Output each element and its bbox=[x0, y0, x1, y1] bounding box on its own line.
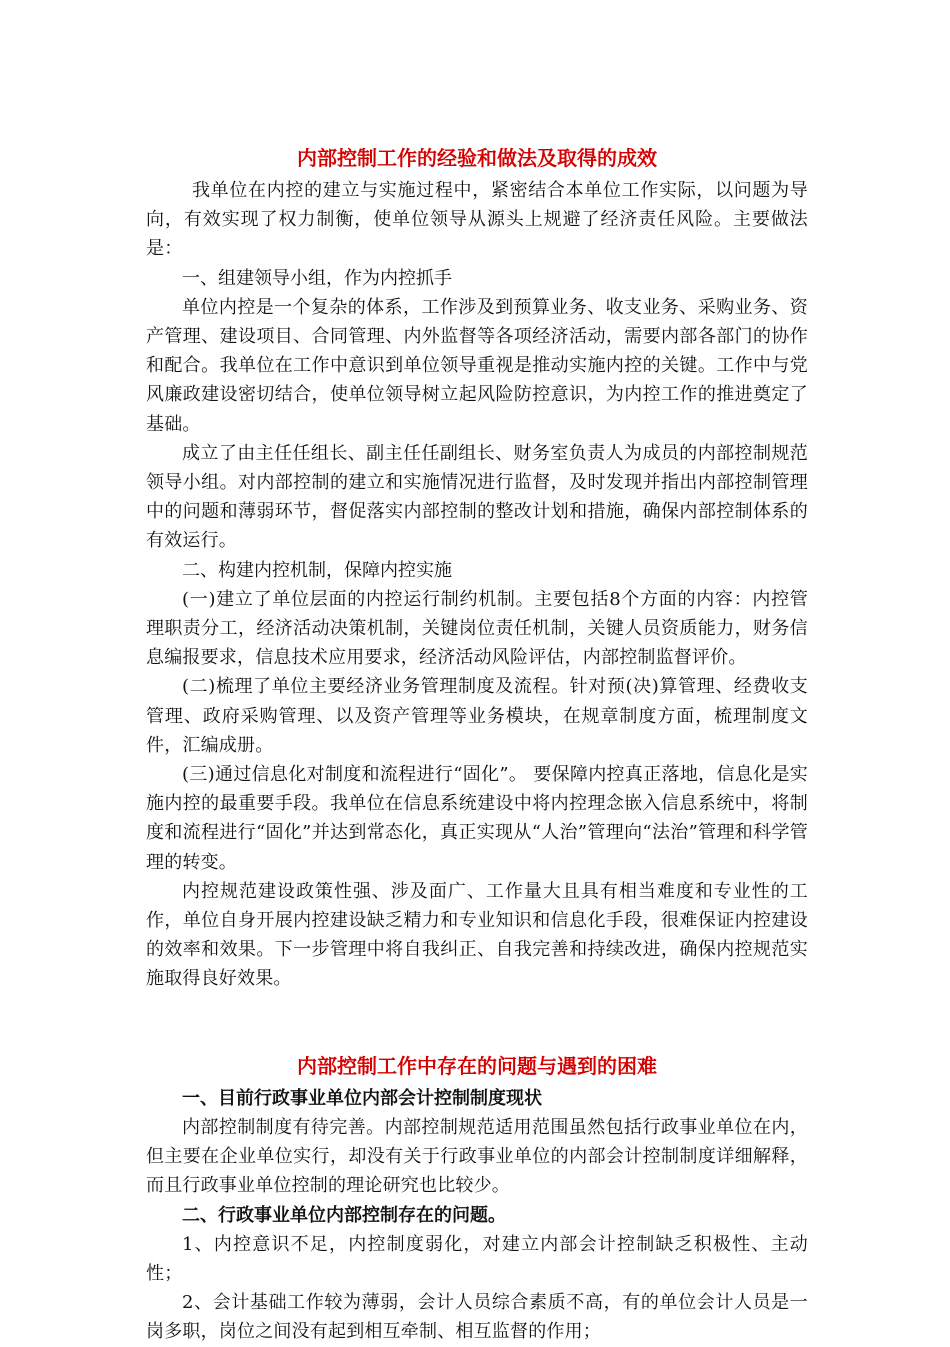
section1-intro: 我单位在内控的建立与实施过程中，紧密结合本单位工作实际，以问题为导向，有效实现了权力制衡，使单位领导从源头上规避了经济责任风险。主要做法是： bbox=[146, 180, 808, 260]
section1-title: 内部控制工作的经验和做法及取得的成效 bbox=[297, 146, 657, 170]
section1-paragraph-5: (三)通过信息化对制度和流程进行“固化”。 要保障内控真正落地，信息化是实施内控的最重要手段。我单位在信息系统建设中将内控理念嵌入信息系统中，将制度和流程进行“固化”并达到常态化，真正实现从“人治”管理向“法治”管理和科学管理的转变。 bbox=[146, 764, 808, 873]
section1-heading-1: 一、组建领导小组，作为内控抓手 bbox=[182, 267, 452, 289]
section2-heading-2: 二、行政事业单位内部控制存在的问题。 bbox=[182, 1204, 506, 1226]
section2-paragraph-3: 2、会计基础工作较为薄弱，会计人员综合素质不高，有的单位会计人员是一岗多职，岗位之间没有起到相互牵制、相互监督的作用； bbox=[146, 1292, 808, 1343]
section1-paragraph-1: 单位内控是一个复杂的体系，工作涉及到预算业务、收支业务、采购业务、资产管理、建设项目、合同管理、内外监督等各项经济活动，需要内部各部门的协作和配合。我单位在工作中意识到单位领导重视是推动实施内控的关键。工作中与党风廉政建设密切结合，使单位领导树立起风险防控意识，为内控工作的推进奠定了基础。 bbox=[146, 296, 808, 435]
document-page bbox=[146, 140, 808, 1347]
section-spacer bbox=[146, 994, 808, 1048]
section1-heading-2: 二、构建内控机制，保障内控实施 bbox=[182, 559, 452, 581]
section2-paragraph-2: 1、内控意识不足，内控制度弱化，对建立内部会计控制缺乏积极性、主动性； bbox=[146, 1233, 808, 1284]
section1-paragraph-3: (一)建立了单位层面的内控运行制约机制。主要包括8个方面的内容：内控管理职责分工，经济活动决策机制，关键岗位责任机制，关键人员资质能力，财务信息编报要求，信息技术应用要求，经济活动风险评估，内部控制监督评价。 bbox=[146, 588, 808, 669]
section1-paragraph-6: 内控规范建设政策性强、涉及面广、工作量大且具有相当难度和专业性的工作，单位自身开展内控建设缺乏精力和专业知识和信息化手段，很难保证内控建设的效率和效果。下一步管理中将自我纠正、自我完善和持续改进，确保内控规范实施取得良好效果。 bbox=[146, 880, 808, 990]
section2-title: 内部控制工作中存在的问题与遇到的困难 bbox=[297, 1053, 657, 1078]
section2-paragraph-1: 内部控制制度有待完善。内部控制规范适用范围虽然包括行政事业单位在内，但主要在企业单位实行，却没有关于行政事业单位的内部会计控制制度详细解释，而且行政事业单位控制的理论研究也比较少。 bbox=[146, 1116, 808, 1197]
section1-paragraph-2: 成立了由主任任组长、副主任任副组长、财务室负责人为成员的内部控制规范领导小组。对内部控制的建立和实施情况进行监督，及时发现并指出内部控制管理中的问题和薄弱环节，督促落实内部控制的整改计划和措施，确保内部控制体系的有效运行。 bbox=[146, 442, 808, 552]
section2-heading-1: 一、目前行政事业单位内部会计控制制度现状 bbox=[182, 1087, 542, 1109]
section1-paragraph-4: (二)梳理了单位主要经济业务管理制度及流程。针对预(决)算管理、经费收支管理、政府采购管理、以及资产管理等业务模块，在规章制度方面，梳理制度文件，汇编成册。 bbox=[146, 676, 808, 756]
